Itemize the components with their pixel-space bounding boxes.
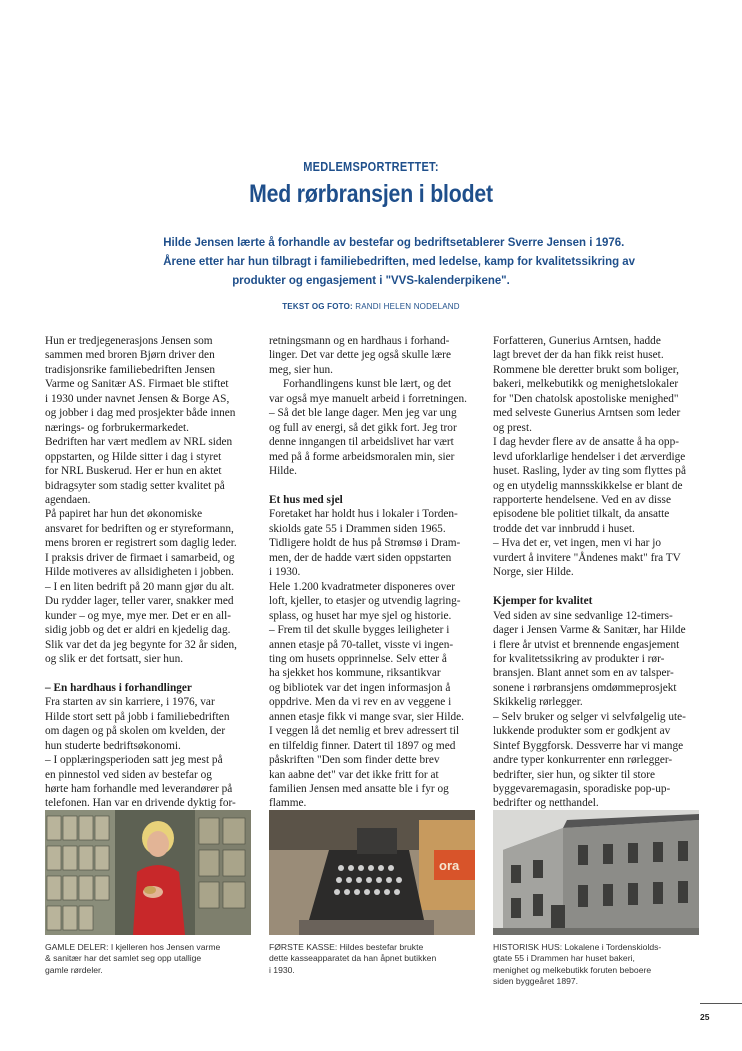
- text-line: i 1930.: [269, 566, 301, 579]
- article-column-2: [269, 334, 475, 811]
- text-line: Foretaket har holdt hus i lokaler i Torden-: [269, 508, 458, 521]
- lead-paragraph: [163, 233, 636, 290]
- text-line: og prest.: [493, 421, 532, 434]
- text-line: I praksis driver de firmaet i samarbeid, og: [45, 551, 235, 564]
- subheading: – En hardhaus i forhandlinger: [45, 681, 192, 694]
- text-line: kan aabne det" var det ikke fritt for at: [269, 768, 439, 781]
- lead-line: Hilde Jensen lærte å forhandle av bestefar og bedriftsetablerer Sverre Jensen i 1976.: [163, 235, 625, 249]
- text-line: og bibliotek var det ingen informasjon å: [269, 681, 451, 694]
- page-rule: [700, 1003, 742, 1004]
- caption-line: FØRSTE KASSE: Hildes bestefar brukte: [269, 942, 424, 952]
- text-line: skiolds gate 55 i Drammen siden 1965.: [269, 522, 446, 535]
- text-line: Hilde motiveres av allsidigheten i jobben.: [45, 566, 234, 579]
- text-line: levd uforklarlige hendelser i det ærverdige: [493, 450, 686, 463]
- photo-caption: [45, 942, 251, 976]
- text-line: Hele 1.200 kvadratmeter disponeres over: [269, 580, 456, 593]
- text-line: Fra starten av sin karriere, i 1976, var: [45, 696, 215, 709]
- box-label: ora: [439, 858, 460, 873]
- text-line: – Så det ble lange dager. Men jeg var ung: [269, 407, 457, 420]
- photo-caption: [269, 942, 475, 976]
- text-line: Sintef Byggforsk. Dessverre har vi mange: [493, 739, 684, 752]
- byline-label: TEKST OG FOTO:: [282, 302, 353, 311]
- text-line: bransjen. Blant annet som en av talsper-: [493, 667, 674, 680]
- text-line: oppstarten, og Hilde sitter i dag i styret: [45, 450, 222, 463]
- subheading: Et hus med sjel: [269, 493, 343, 506]
- lead-line: Årene etter har hun tilbragt i familiebedriften, med ledelse, kamp for kvalitetssikring av: [163, 254, 636, 268]
- text-line: rapporterte hendelsene. Ved en av disse: [493, 493, 671, 506]
- text-line: Forhandlingens kunst ble lært, og det: [283, 378, 452, 391]
- text-line: – Hva det er, vet ingen, men vi har jo: [493, 537, 662, 550]
- text-line: oppdrive. Men da vi rev en av veggene i: [269, 696, 452, 709]
- caption-line: gamle rørdeler.: [45, 964, 103, 975]
- text-line: tradisjonsrike familiebedriften Jensen: [45, 363, 216, 376]
- text-line: sidig jobb og det er aldri en kjedelig dag.: [45, 624, 231, 637]
- text-line: mens broren er registrert som daglig leder.: [45, 537, 237, 550]
- text-line: og full av energi, så det gikk fort. Jeg tror: [269, 421, 457, 434]
- text-line: denne inngangen til arbeidslivet har vært: [269, 436, 454, 449]
- text-line: linger. Det var dette jeg også skulle lære: [269, 349, 451, 362]
- text-line: Rommene ble deretter brukt som boliger,: [493, 363, 679, 376]
- text-line: På papiret har hun det økonomiske: [45, 508, 203, 521]
- text-line: i flere år utvist et brennende engasjement: [493, 638, 680, 651]
- text-line: splass, og huset har mye sjel og historie.: [269, 609, 452, 622]
- text-line: Norge, sier Hilde.: [493, 566, 574, 579]
- caption-line: menighet og melkebutikk foruten beboere: [493, 964, 652, 975]
- text-line: Ved siden av sine sedvanlige 12-timers-: [493, 609, 673, 622]
- text-line: bakeri, melkebutikk og menighetslokaler: [493, 378, 679, 391]
- text-line: annen etasje fikk vi mange svar, sier Hilde.: [269, 710, 464, 723]
- text-line: nærings- og forbrukermarkedet.: [45, 421, 189, 434]
- text-line: huset. Rasling, lyder av ting som flyttes på: [493, 465, 686, 478]
- text-line: en tilfeldig finner. Datert til 1897 og med: [269, 739, 456, 752]
- text-line: Hun er tredjegenerasjons Jensen som: [45, 335, 213, 347]
- text-line: hørte ham forhandle med leverandører på: [45, 783, 233, 796]
- text-line: kunder – og mye, mye mer. Det er en all-: [45, 609, 232, 622]
- text-line: om dagen og på skolen om kvelden, der: [45, 725, 226, 738]
- text-line: episodene ble politiet tilkalt, da ansatte: [493, 508, 670, 521]
- text-line: vurdert å invitere "Åndenes makt" fra TV: [493, 551, 681, 564]
- text-line: og slik er det fortsatt, sier hun.: [45, 652, 184, 665]
- text-line: I veggen lå det nemlig et brev adressert til: [269, 725, 460, 738]
- text-line: sammen med broren Bjørn driver den: [45, 349, 215, 362]
- text-line: ansvaret for bedriften og er styreformann,: [45, 522, 234, 535]
- text-line: og jobber i dag med prosjekter både innen: [45, 407, 236, 420]
- text-line: med selveste Gunerius Arntsen som leder: [493, 407, 681, 420]
- photo-caption: [493, 942, 699, 988]
- text-line: Hilde.: [269, 465, 297, 478]
- text-line: annen etasje på 70-tallet, visste vi ingen-: [269, 638, 454, 651]
- text-line: i 1930 under navnet Jensen & Borge AS,: [45, 392, 230, 405]
- text-line: bedrifter, sier hun, og sikter til store: [493, 768, 656, 781]
- text-line: hun studerte bedriftsøkonomi.: [45, 739, 181, 752]
- article-column-1: [45, 334, 251, 811]
- text-line: trodde det var innbrudd i huset.: [493, 522, 635, 535]
- caption-line: siden byggeåret 1897.: [493, 976, 579, 987]
- page-number: 25: [700, 1012, 710, 1022]
- text-line: loft, kjeller, to etasjer og utvendig lagring-: [269, 595, 461, 608]
- text-line: dager i Jensen Varme & Sanitær, har Hilde: [493, 624, 686, 637]
- text-line: var også mye manuelt arbeid i forretningen.: [269, 392, 467, 405]
- caption-line: i 1930.: [269, 964, 295, 975]
- text-line: Slik var det da jeg begynte for 32 år siden,: [45, 638, 237, 651]
- text-line: en pinnestol ved siden av bestefar og: [45, 768, 212, 781]
- caption-line: HISTORISK HUS: Lokalene i Tordenskiolds-: [493, 942, 662, 952]
- text-line: lukkende produkter som er godkjent av: [493, 725, 671, 738]
- text-line: agendaen.: [45, 493, 91, 506]
- text-line: men, der de hadde vært siden oppstarten: [269, 551, 452, 564]
- text-line: for kvalitetssikring av produkter i rør-: [493, 652, 665, 665]
- text-line: – Selv bruker og selger vi selvfølgelig ute-: [493, 710, 686, 723]
- photo-historic-house: [493, 810, 699, 935]
- text-line: telefonen. Han var en drivende dyktig for-: [45, 797, 236, 810]
- byline: [0, 302, 742, 311]
- caption-line: gtate 55 i Drammen har huset bakeri,: [493, 953, 635, 964]
- text-line: sonene i rørbransjens omdømmeprosjekt: [493, 681, 677, 694]
- lead-line: produkter og engasjement i "VVS-kalenderpikene".: [232, 273, 510, 287]
- text-line: Hilde stort sett på jobb i familiebedriften: [45, 710, 230, 723]
- text-line: – I en liten bedrift på 20 mann gjør du alt.: [45, 580, 235, 593]
- text-line: bedrifter og netthandel.: [493, 797, 599, 810]
- subheading: Kjemper for kvalitet: [493, 595, 593, 608]
- text-line: ha sjekket hos kommune, riksantikvar: [269, 667, 441, 680]
- text-line: for "Den chatolsk apostoliske menighed": [493, 392, 679, 405]
- text-line: andre typer konkurrenter enn rørlegger-: [493, 754, 673, 767]
- text-line: meg, sier hun.: [269, 363, 334, 376]
- byline-name: RANDI HELEN NODELAND: [352, 302, 460, 311]
- text-line: og en utydelig mannsskikkelse er blant de: [493, 479, 683, 492]
- text-line: byggevaremagasin, sporadiske pop-up-: [493, 783, 671, 796]
- text-line: Forfatteren, Gunerius Arntsen, hadde: [493, 335, 661, 347]
- text-line: familien Jensen med ansatte ble i fyr og: [269, 783, 449, 796]
- text-line: flamme.: [269, 797, 307, 810]
- text-line: – I opplæringsperioden satt jeg mest på: [45, 754, 223, 767]
- photo-basement-parts: [45, 810, 251, 935]
- article-column-3: [493, 334, 699, 811]
- section-kicker: MEDLEMSPORTRETTET:: [303, 160, 439, 174]
- text-line: Bedriften har vært medlem av NRL siden: [45, 436, 233, 449]
- text-line: Tidligere holdt de hus på Strømsø i Dram-: [269, 537, 461, 550]
- caption-line: dette kasseapparatet da han åpnet butikken: [269, 953, 437, 964]
- caption-line: GAMLE DELER: I kjelleren hos Jensen varme: [45, 942, 221, 952]
- text-line: for NRL Buskerud. Her er hun en aktet: [45, 465, 222, 478]
- text-line: – Frem til det skulle bygges leiligheter i: [269, 624, 450, 637]
- text-line: bidragsyter som stadig setter kvalitet på: [45, 479, 225, 492]
- caption-line: & sanitær har det samlet seg opp utallige: [45, 953, 202, 964]
- text-line: lagt brevet der da han fikk reist huset.: [493, 349, 664, 362]
- text-line: Varme og Sanitær AS. Firmaet ble stiftet: [45, 378, 229, 391]
- photo-cash-register: [269, 810, 475, 935]
- text-line: ting om husets opprinnelse. Selv etter å: [269, 652, 447, 665]
- article-header: [0, 160, 742, 209]
- text-line: retningsmann og en hardhaus i forhand-: [269, 335, 450, 347]
- text-line: påskriften "Den som finder dette brev: [269, 754, 440, 767]
- page-title: Med rørbransjen i blodet: [249, 180, 493, 208]
- text-line: med på å forme arbeidsmoralen min, sier: [269, 450, 455, 463]
- text-line: Du rydder lager, teller varer, snakker med: [45, 595, 234, 608]
- text-line: I dag hevder flere av de ansatte å ha opp-: [493, 436, 679, 449]
- text-line: Skikkelig rørlegger.: [493, 696, 583, 709]
